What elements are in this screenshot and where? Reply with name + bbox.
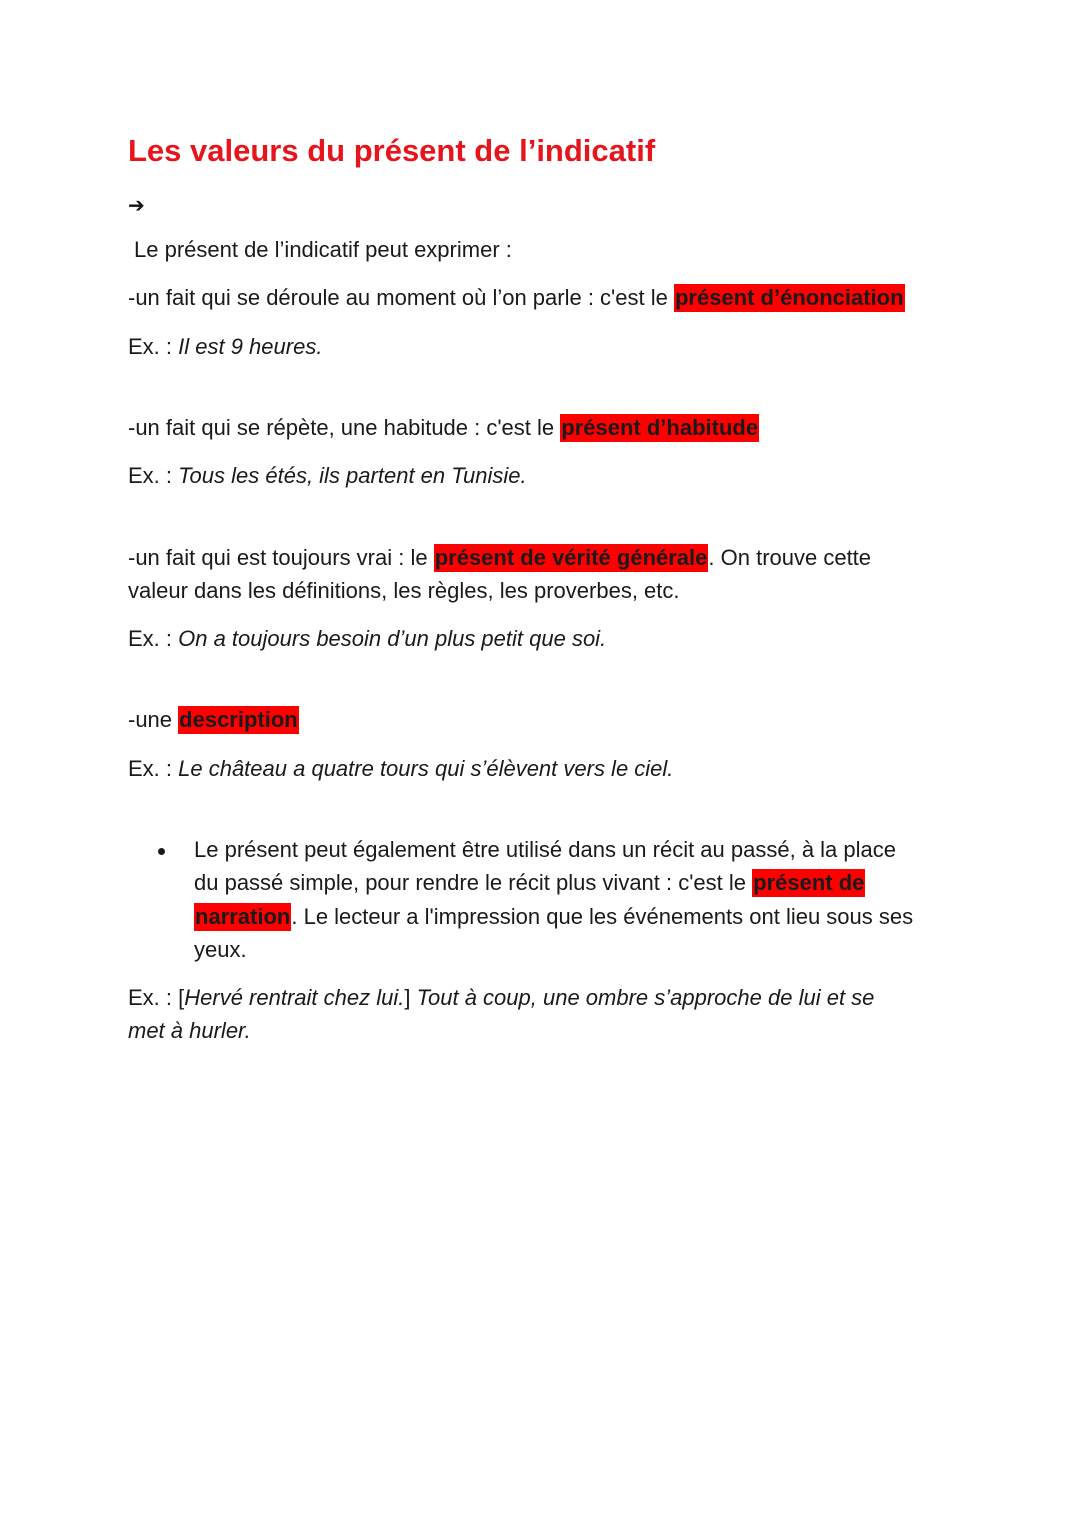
bullet-icon	[158, 848, 165, 855]
narration-line-4: yeux.	[194, 937, 247, 962]
example-text: Le château a quatre tours qui s’élèvent vers le ciel.	[178, 756, 674, 781]
example-text: Tout à coup, une ombre s’approche de lui et se	[410, 985, 875, 1010]
highlight-present-verite-generale: présent de vérité générale	[434, 545, 708, 570]
value-verite-text: -un fait qui est toujours vrai : le	[128, 545, 434, 570]
value-enonciation-line	[128, 281, 905, 314]
example-prefix: Ex. :	[128, 756, 179, 781]
value-habitude-line	[128, 411, 759, 444]
highlight-description: description	[179, 707, 298, 732]
value-description-text: -une	[128, 707, 179, 732]
value-habitude-text: -un fait qui se répète, une habitude : c'est le	[128, 415, 561, 440]
narration-text: . Le lecteur a l'impression que les événements ont lieu sous ses	[291, 904, 914, 929]
example-habitude	[128, 459, 527, 492]
example-enonciation	[128, 330, 322, 363]
value-description-line	[128, 703, 299, 736]
value-enonciation-text: -un fait qui se déroule au moment où l’on parle : c'est le	[128, 285, 674, 310]
example-description	[128, 752, 673, 785]
highlight-narration: narration	[195, 904, 291, 929]
value-verite-line-2: valeur dans les définitions, les règles, les proverbes, etc.	[128, 578, 680, 603]
example-prefix: Ex. :	[128, 463, 179, 488]
example-bracket: [Hervé rentrait chez lui.]	[178, 985, 411, 1010]
highlight-present-enonciation: présent d’énonciation	[674, 285, 904, 310]
example-text: Il est 9 heures.	[178, 334, 323, 359]
value-verite-line-1	[128, 541, 871, 574]
intro-text: Le présent de l’indicatif peut exprimer :	[134, 237, 512, 262]
narration-line-2	[194, 866, 865, 899]
page-title: Les valeurs du présent de l’indicatif	[128, 133, 656, 168]
narration-line-3	[194, 900, 913, 933]
example-prefix: Ex. :	[128, 334, 179, 359]
example-verite	[128, 622, 606, 655]
example-text: On a toujours besoin d’un plus petit que soi.	[178, 626, 607, 651]
example-text: Tous les étés, ils partent en Tunisie.	[178, 463, 527, 488]
example-prefix: Ex. :	[128, 626, 179, 651]
narration-text: du passé simple, pour rendre le récit plus vivant : c'est le	[194, 870, 753, 895]
example-prefix: Ex. :	[128, 985, 179, 1010]
narration-line-1: Le présent peut également être utilisé dans un récit au passé, à la place	[194, 837, 897, 862]
example-narration-line-1	[128, 981, 874, 1014]
example-text: met à hurler.	[128, 1018, 251, 1043]
example-narration-line-2	[128, 1014, 251, 1047]
highlight-present-habitude: présent d’habitude	[561, 415, 759, 440]
arrow-right-icon: ➔	[128, 195, 145, 217]
highlight-present-de: présent de	[753, 870, 865, 895]
value-verite-after: . On trouve cette	[708, 545, 872, 570]
